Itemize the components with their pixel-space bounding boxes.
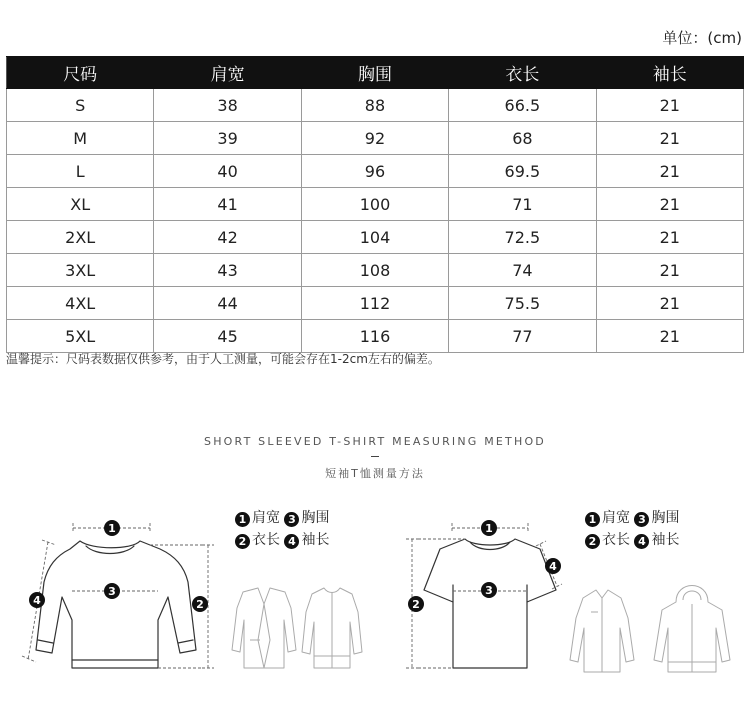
marker-2-icon (192, 596, 208, 612)
table-cell: 68 (449, 122, 596, 155)
header-shoulder: 肩宽 (154, 57, 301, 89)
method-title-en: SHORT SLEEVED T-SHIRT MEASURING METHOD (204, 435, 546, 448)
table-cell: 74 (449, 254, 596, 287)
legend-sleeve-label: 袖长 (301, 532, 330, 548)
table-cell: M (7, 122, 154, 155)
sweater-outline-icon (36, 541, 196, 668)
legend-chest-label: 胸围 (301, 510, 330, 526)
table-cell: 69.5 (449, 155, 596, 188)
number-1-icon: 1 (235, 512, 250, 527)
tshirt-collar-icon (470, 542, 510, 550)
svg-text:2: 2 (196, 598, 204, 611)
marker-4-icon (545, 558, 561, 574)
table-cell: 112 (301, 287, 448, 320)
table-cell: 21 (596, 221, 743, 254)
jacket-icon (302, 588, 362, 668)
blazer-icon (232, 588, 296, 668)
table-cell: 39 (154, 122, 301, 155)
svg-text:1: 1 (485, 522, 493, 535)
marker-1-icon (481, 520, 497, 536)
table-cell: 104 (301, 221, 448, 254)
number-3-icon: 3 (284, 512, 299, 527)
legend-shoulder-label: 肩宽 (602, 510, 630, 526)
number-4-icon: 4 (284, 534, 299, 549)
hoodie-icon (654, 586, 730, 673)
table-cell: 21 (596, 155, 743, 188)
table-cell: L (7, 155, 154, 188)
marker-3-icon (104, 583, 120, 599)
number-2-icon: 2 (585, 534, 600, 549)
table-cell: 38 (154, 89, 301, 122)
table-cell: 21 (596, 254, 743, 287)
table-cell: 41 (154, 188, 301, 221)
size-note: 温馨提示：尺码表数据仅供参考，由于人工测量，可能会存在1-2cm左右的偏差。 (6, 352, 440, 366)
legend-length-label: 衣长 (252, 532, 280, 548)
tshirt-outline-icon (424, 539, 556, 668)
table-cell: 72.5 (449, 221, 596, 254)
table-cell: 44 (154, 287, 301, 320)
table-cell: 45 (154, 320, 301, 353)
table-cell: 96 (301, 155, 448, 188)
marker-1-icon (104, 520, 120, 536)
table-cell: 75.5 (449, 287, 596, 320)
table-cell: 5XL (7, 320, 154, 353)
header-size: 尺码 (7, 57, 154, 89)
shirt-icon (570, 590, 634, 672)
marker-4-icon (29, 592, 45, 608)
svg-text:4: 4 (33, 594, 41, 607)
table-cell: 92 (301, 122, 448, 155)
number-2-icon: 2 (235, 534, 250, 549)
legend-shoulder-label: 肩宽 (252, 510, 280, 526)
table-cell: 4XL (7, 287, 154, 320)
header-chest: 胸围 (301, 57, 448, 89)
table-cell: 21 (596, 287, 743, 320)
number-4-icon: 4 (634, 534, 649, 549)
table-cell: 77 (449, 320, 596, 353)
svg-text:2: 2 (412, 598, 420, 611)
table-cell: XL (7, 188, 154, 221)
header-length: 衣长 (449, 57, 596, 89)
number-1-icon: 1 (585, 512, 600, 527)
table-cell: 71 (449, 188, 596, 221)
table-cell: 3XL (7, 254, 154, 287)
table-cell: 2XL (7, 221, 154, 254)
table-cell: 21 (596, 320, 743, 353)
method-title-cn: 短袖T恤测量方法 (325, 467, 425, 480)
svg-text:3: 3 (108, 585, 116, 598)
table-cell: 88 (301, 89, 448, 122)
svg-text:1: 1 (108, 522, 116, 535)
legend-length-label: 衣长 (602, 532, 630, 548)
table-cell: 43 (154, 254, 301, 287)
table-cell: 108 (301, 254, 448, 287)
svg-text:3: 3 (485, 584, 493, 597)
table-cell: 66.5 (449, 89, 596, 122)
table-cell: 116 (301, 320, 448, 353)
table-cell: S (7, 89, 154, 122)
header-sleeve: 袖长 (596, 57, 743, 89)
unit-label: 单位：(cm) (662, 29, 742, 47)
marker-2-icon (408, 596, 424, 612)
table-cell: 21 (596, 188, 743, 221)
marker-3-icon (481, 582, 497, 598)
sweater-cuff-icon (38, 640, 193, 660)
svg-text:4: 4 (549, 560, 557, 573)
table-cell: 21 (596, 89, 743, 122)
legend-chest-label: 胸围 (651, 510, 680, 526)
table-cell: 42 (154, 221, 301, 254)
table-cell: 100 (301, 188, 448, 221)
legend-sleeve-label: 袖长 (651, 532, 680, 548)
number-3-icon: 3 (634, 512, 649, 527)
table-cell: 40 (154, 155, 301, 188)
table-cell: 21 (596, 122, 743, 155)
